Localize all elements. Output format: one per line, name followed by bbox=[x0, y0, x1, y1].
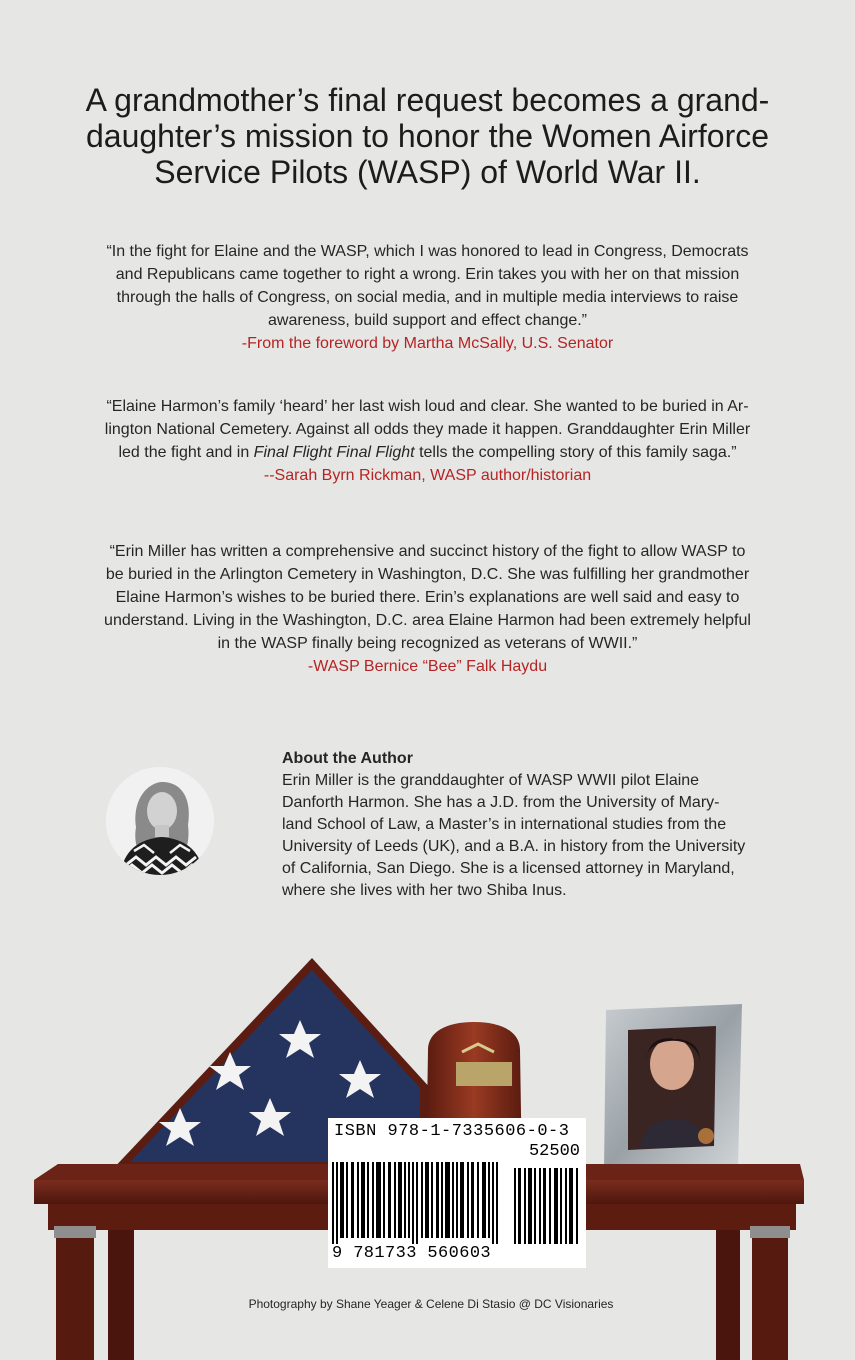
author-photo bbox=[106, 767, 214, 875]
blurb-line: “Erin Miller has written a comprehensive and succinct history of the fight to allow WASP to bbox=[109, 543, 746, 560]
about-line: where she lives with her two Shiba Inus. bbox=[282, 882, 567, 899]
isbn-label: ISBN 978-1-7335606-0-3 bbox=[334, 1122, 570, 1141]
blurb-text: tells the compelling story of this family saga.” bbox=[414, 444, 737, 461]
about-line: Erin Miller is the granddaughter of WASP WWII pilot Elaine bbox=[282, 772, 700, 789]
ean-bars bbox=[332, 1162, 498, 1244]
framed-photo bbox=[604, 1004, 742, 1170]
photo-credit: Photography by Shane Yeager & Celene Di Stasio @ DC Visionaries bbox=[248, 1297, 614, 1311]
headline-line: A grandmother’s final request becomes a grand- bbox=[85, 82, 770, 118]
blurb-attribution: -WASP Bernice “Bee” Falk Haydu bbox=[307, 658, 548, 675]
blurb-line: “In the fight for Elaine and the WASP, which I was honored to lead in Congress, Democrats bbox=[106, 243, 749, 260]
about-line: land School of Law, a Master’s in international studies from the bbox=[282, 816, 727, 833]
ean-digits: 9 781733 560603 bbox=[332, 1244, 492, 1263]
blurb-line bbox=[60, 441, 795, 464]
blurb-line: through the halls of Congress, on social media, and in multiple media interviews to raise bbox=[116, 289, 739, 306]
blurb-attribution: --Sarah Byrn Rickman, WASP author/historian bbox=[263, 467, 592, 484]
blurb-mcsally bbox=[60, 240, 795, 355]
book-title: Final Flight Final Flight bbox=[253, 444, 415, 461]
blurb-line: awareness, build support and effect change.” bbox=[267, 312, 588, 329]
blurb-attribution: -From the foreword by Martha McSally, U.S. Senator bbox=[241, 335, 614, 352]
blurb-rickman bbox=[60, 395, 795, 487]
blurb-line: understand. Living in the Washington, D.C. area Elaine Harmon had been extremely helpful bbox=[104, 612, 751, 629]
about-line: of California, San Diego. She is a licensed attorney in Maryland, bbox=[282, 860, 735, 877]
blurb-line: be buried in the Arlington Cemetery in Washington, D.C. She was fulfilling her grandmother bbox=[105, 566, 750, 583]
blurb-line: and Republicans came together to right a wrong. Erin takes you with her on that mission bbox=[115, 266, 740, 283]
about-the-author bbox=[282, 748, 782, 902]
about-heading: About the Author bbox=[282, 750, 413, 767]
blurb-line: Elaine Harmon’s wishes to be buried there. Erin’s explanations are well said and easy to bbox=[115, 589, 740, 606]
about-line: Danforth Harmon. She has a J.D. from the University of Mary- bbox=[282, 794, 720, 811]
headline-line: Service Pilots (WASP) of World War II. bbox=[154, 154, 701, 190]
blurb-line: in the WASP finally being recognized as veterans of WWII.” bbox=[217, 635, 638, 652]
blurb-text: led the fight and in bbox=[118, 444, 254, 461]
price-addon-bars bbox=[514, 1162, 580, 1244]
headline-line: daughter’s mission to honor the Women Airforce bbox=[85, 118, 770, 154]
isbn-barcode bbox=[328, 1118, 586, 1268]
author-portrait-illustration bbox=[106, 767, 214, 875]
about-line: University of Leeds (UK), and a B.A. in history from the University bbox=[282, 838, 746, 855]
price-code: 52500 bbox=[528, 1142, 580, 1161]
blurb-haydu bbox=[60, 540, 795, 678]
blurb-line: lington National Cemetery. Against all odds they made it happen. Granddaughter Erin Miller bbox=[104, 421, 751, 438]
headline bbox=[60, 82, 795, 190]
blurb-line: “Elaine Harmon’s family ‘heard’ her last wish loud and clear. She wanted to be buried in Ar- bbox=[106, 398, 749, 415]
